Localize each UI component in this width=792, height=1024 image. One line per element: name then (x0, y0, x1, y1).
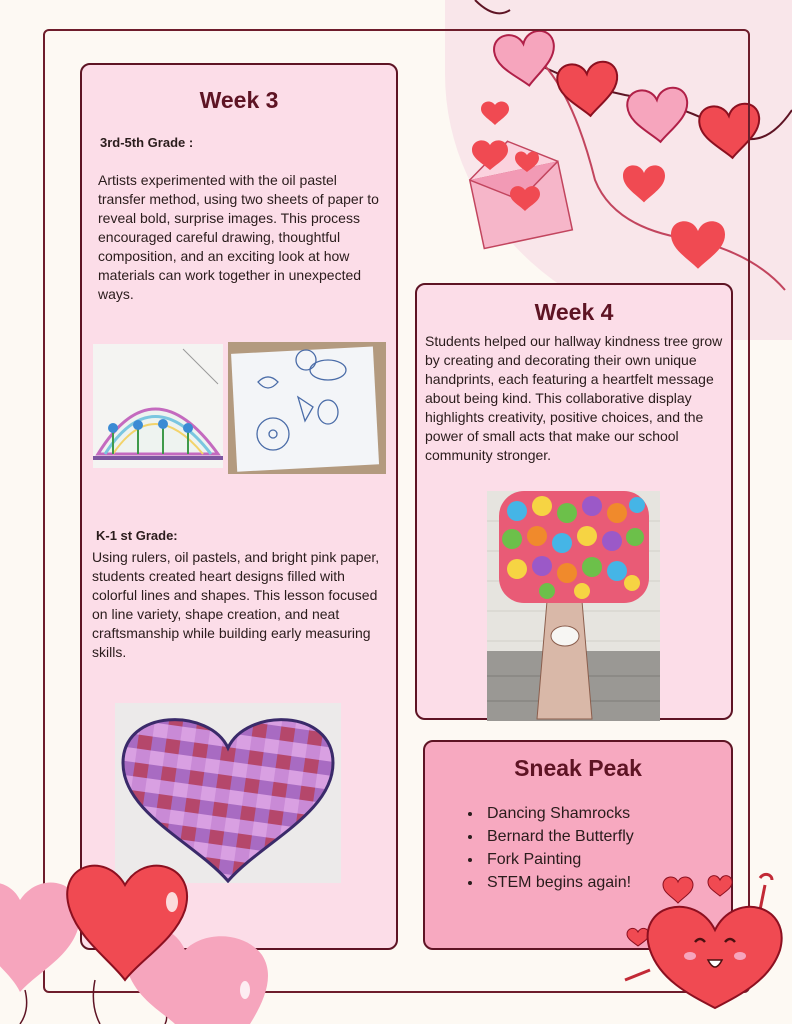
heart-mascot-icon (620, 870, 792, 1010)
balloon-hearts-icon (0, 860, 270, 1024)
week4-card (415, 283, 733, 720)
oil-pastel-transfer-photo-2 (228, 342, 386, 474)
list-item: • STEM begins again! (483, 871, 731, 894)
gradek1-text: Using rulers, oil pastels, and bright pink paper, students created heart designs filled with colorful lines and shapes. This lesson focused on line variety, shape creation, and neat craftsmanship while building early measuring skills. (92, 549, 380, 660)
list-item: • Bernard the Butterfly (483, 825, 731, 848)
heart-artwork-photo (115, 703, 341, 883)
week3-title: Week 3 (199, 87, 279, 113)
week4-text: Students helped our hallway kindness tree grow by creating and decorating their own unique handprints, each featuring a heartfelt message about being kind. This collaborative display highlights creativity, positive choices, and the power of small acts that make our school community stronger. (425, 333, 723, 463)
list-item: • Dancing Shamrocks (483, 802, 731, 825)
kindness-tree-photo (487, 491, 660, 721)
week4-title: Week 4 (534, 299, 614, 325)
grade35-text: Artists experimented with the oil pastel transfer method, using two sheets of paper to reveal bold, surprise images. This process encouraged careful drawing, thoughtful composition, and an exciting look at how materials can work together in unexpected ways. (98, 172, 379, 302)
oil-pastel-transfer-photo-1 (93, 344, 223, 468)
list-item: • Fork Painting (483, 848, 731, 871)
sneak-peak-title: Sneak Peak (514, 755, 642, 781)
week3-card (80, 63, 398, 950)
gradek1-heading: K-1 st Grade: (96, 528, 178, 543)
grade35-heading: 3rd-5th Grade : (100, 135, 194, 150)
